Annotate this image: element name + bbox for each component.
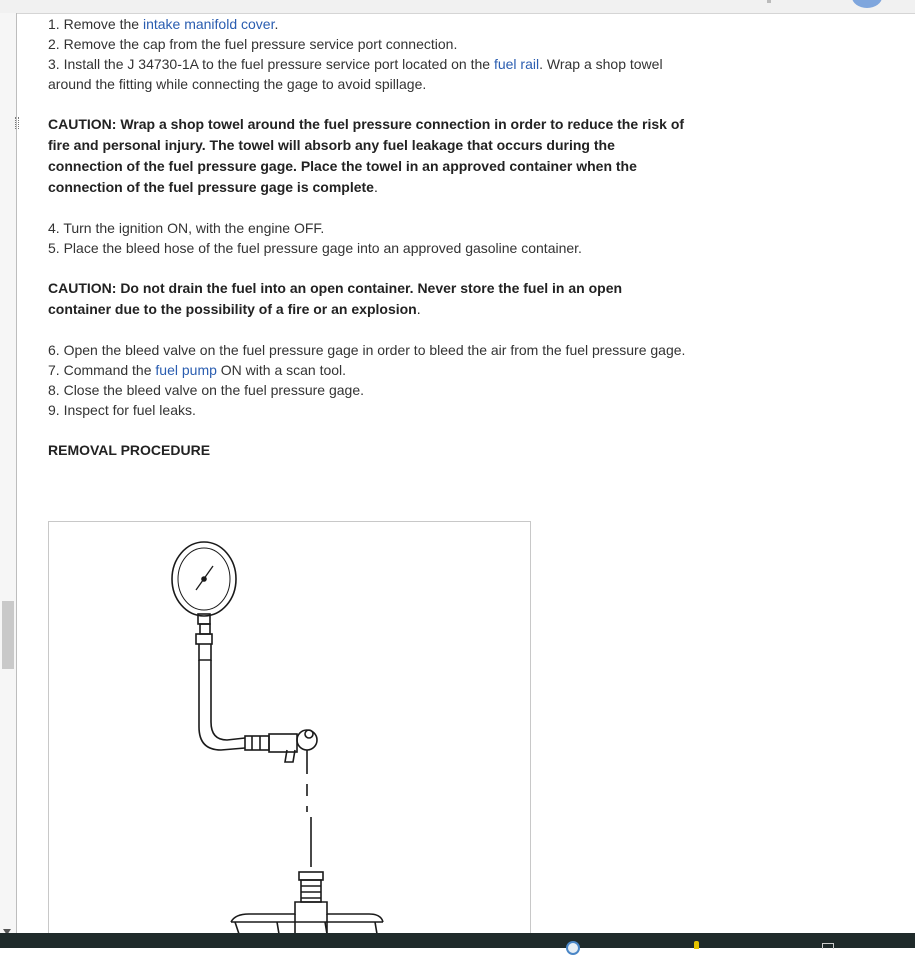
tray-icon[interactable] [822, 943, 834, 949]
step-7 [48, 360, 688, 380]
step-5 [48, 238, 688, 258]
left-scroll-rail [0, 13, 17, 933]
step-text: Close the bleed valve on the fuel pressure gage. [63, 382, 364, 398]
section-heading: REMOVAL PROCEDURE [48, 442, 211, 458]
step-3 [48, 54, 688, 94]
step-2 [48, 34, 688, 54]
step-1 [48, 14, 688, 34]
step-text: . [274, 16, 279, 32]
link-fuel-pump[interactable]: fuel pump [155, 362, 217, 378]
browser-top-bar [0, 0, 915, 14]
step-6 [48, 340, 688, 360]
step-9 [48, 400, 688, 420]
resize-handle-icon[interactable] [15, 117, 19, 129]
link-intake-manifold-cover[interactable]: intake manifold cover [142, 16, 275, 32]
caution-text: CAUTION: Do not drain the fuel into an open container. Never store the fuel in an open container due to the possibility of a fire or an explosion [48, 280, 623, 317]
step-text: . Wrap a shop towel around the fitting while connecting the gage to avoid spillage. [48, 56, 663, 92]
caution-container [48, 278, 688, 320]
step-4 [48, 218, 688, 238]
step-text: Remove the cap from the fuel pressure service port connection. [63, 36, 458, 52]
step-text: Remove the [63, 16, 143, 32]
step-number: 1. [48, 16, 60, 32]
step-number: 7. [48, 362, 60, 378]
step-number: 5. [48, 240, 60, 256]
browser-icon[interactable] [566, 941, 580, 955]
scrollbar-thumb[interactable] [2, 601, 14, 669]
caution-text: CAUTION: Wrap a shop towel around the fuel pressure connection in order to reduce the risk of fire and personal injury. The towel will absorb any fuel leakage that occurs during the connection of the fuel pressure gage. Place the towel in an approved container when the connection of the fuel pressure gage is complete [48, 116, 685, 195]
step-number: 2. [48, 36, 60, 52]
step-text: ON with a scan tool. [216, 362, 347, 378]
procedure-content [48, 14, 688, 460]
step-text: Turn the ignition ON, with the engine OFF. [63, 220, 325, 236]
profile-avatar[interactable] [852, 0, 882, 8]
step-number: 9. [48, 402, 60, 418]
step-text: Inspect for fuel leaks. [63, 402, 196, 418]
step-8 [48, 380, 688, 400]
step-text: Install the J 34730-1A to the fuel pressure service port located on the [63, 56, 494, 72]
link-fuel-rail[interactable]: fuel rail [493, 56, 540, 72]
step-text: Place the bleed hose of the fuel pressure gage into an approved gasoline container. [63, 240, 582, 256]
caution-end: . [416, 301, 421, 317]
step-number: 3. [48, 56, 60, 72]
fuel-pressure-gage-illustration [48, 521, 531, 943]
step-number: 6. [48, 342, 60, 358]
caution-towel [48, 114, 688, 198]
step-text: Open the bleed valve on the fuel pressure gage in order to bleed the air from the fuel pressure gage. [63, 342, 686, 358]
toolbar-icon[interactable] [767, 0, 771, 3]
caution-end: . [373, 179, 378, 195]
step-text: Command the [63, 362, 156, 378]
step-number: 8. [48, 382, 60, 398]
step-number: 4. [48, 220, 60, 236]
os-taskbar [0, 933, 915, 948]
gage-drawing [49, 522, 530, 942]
